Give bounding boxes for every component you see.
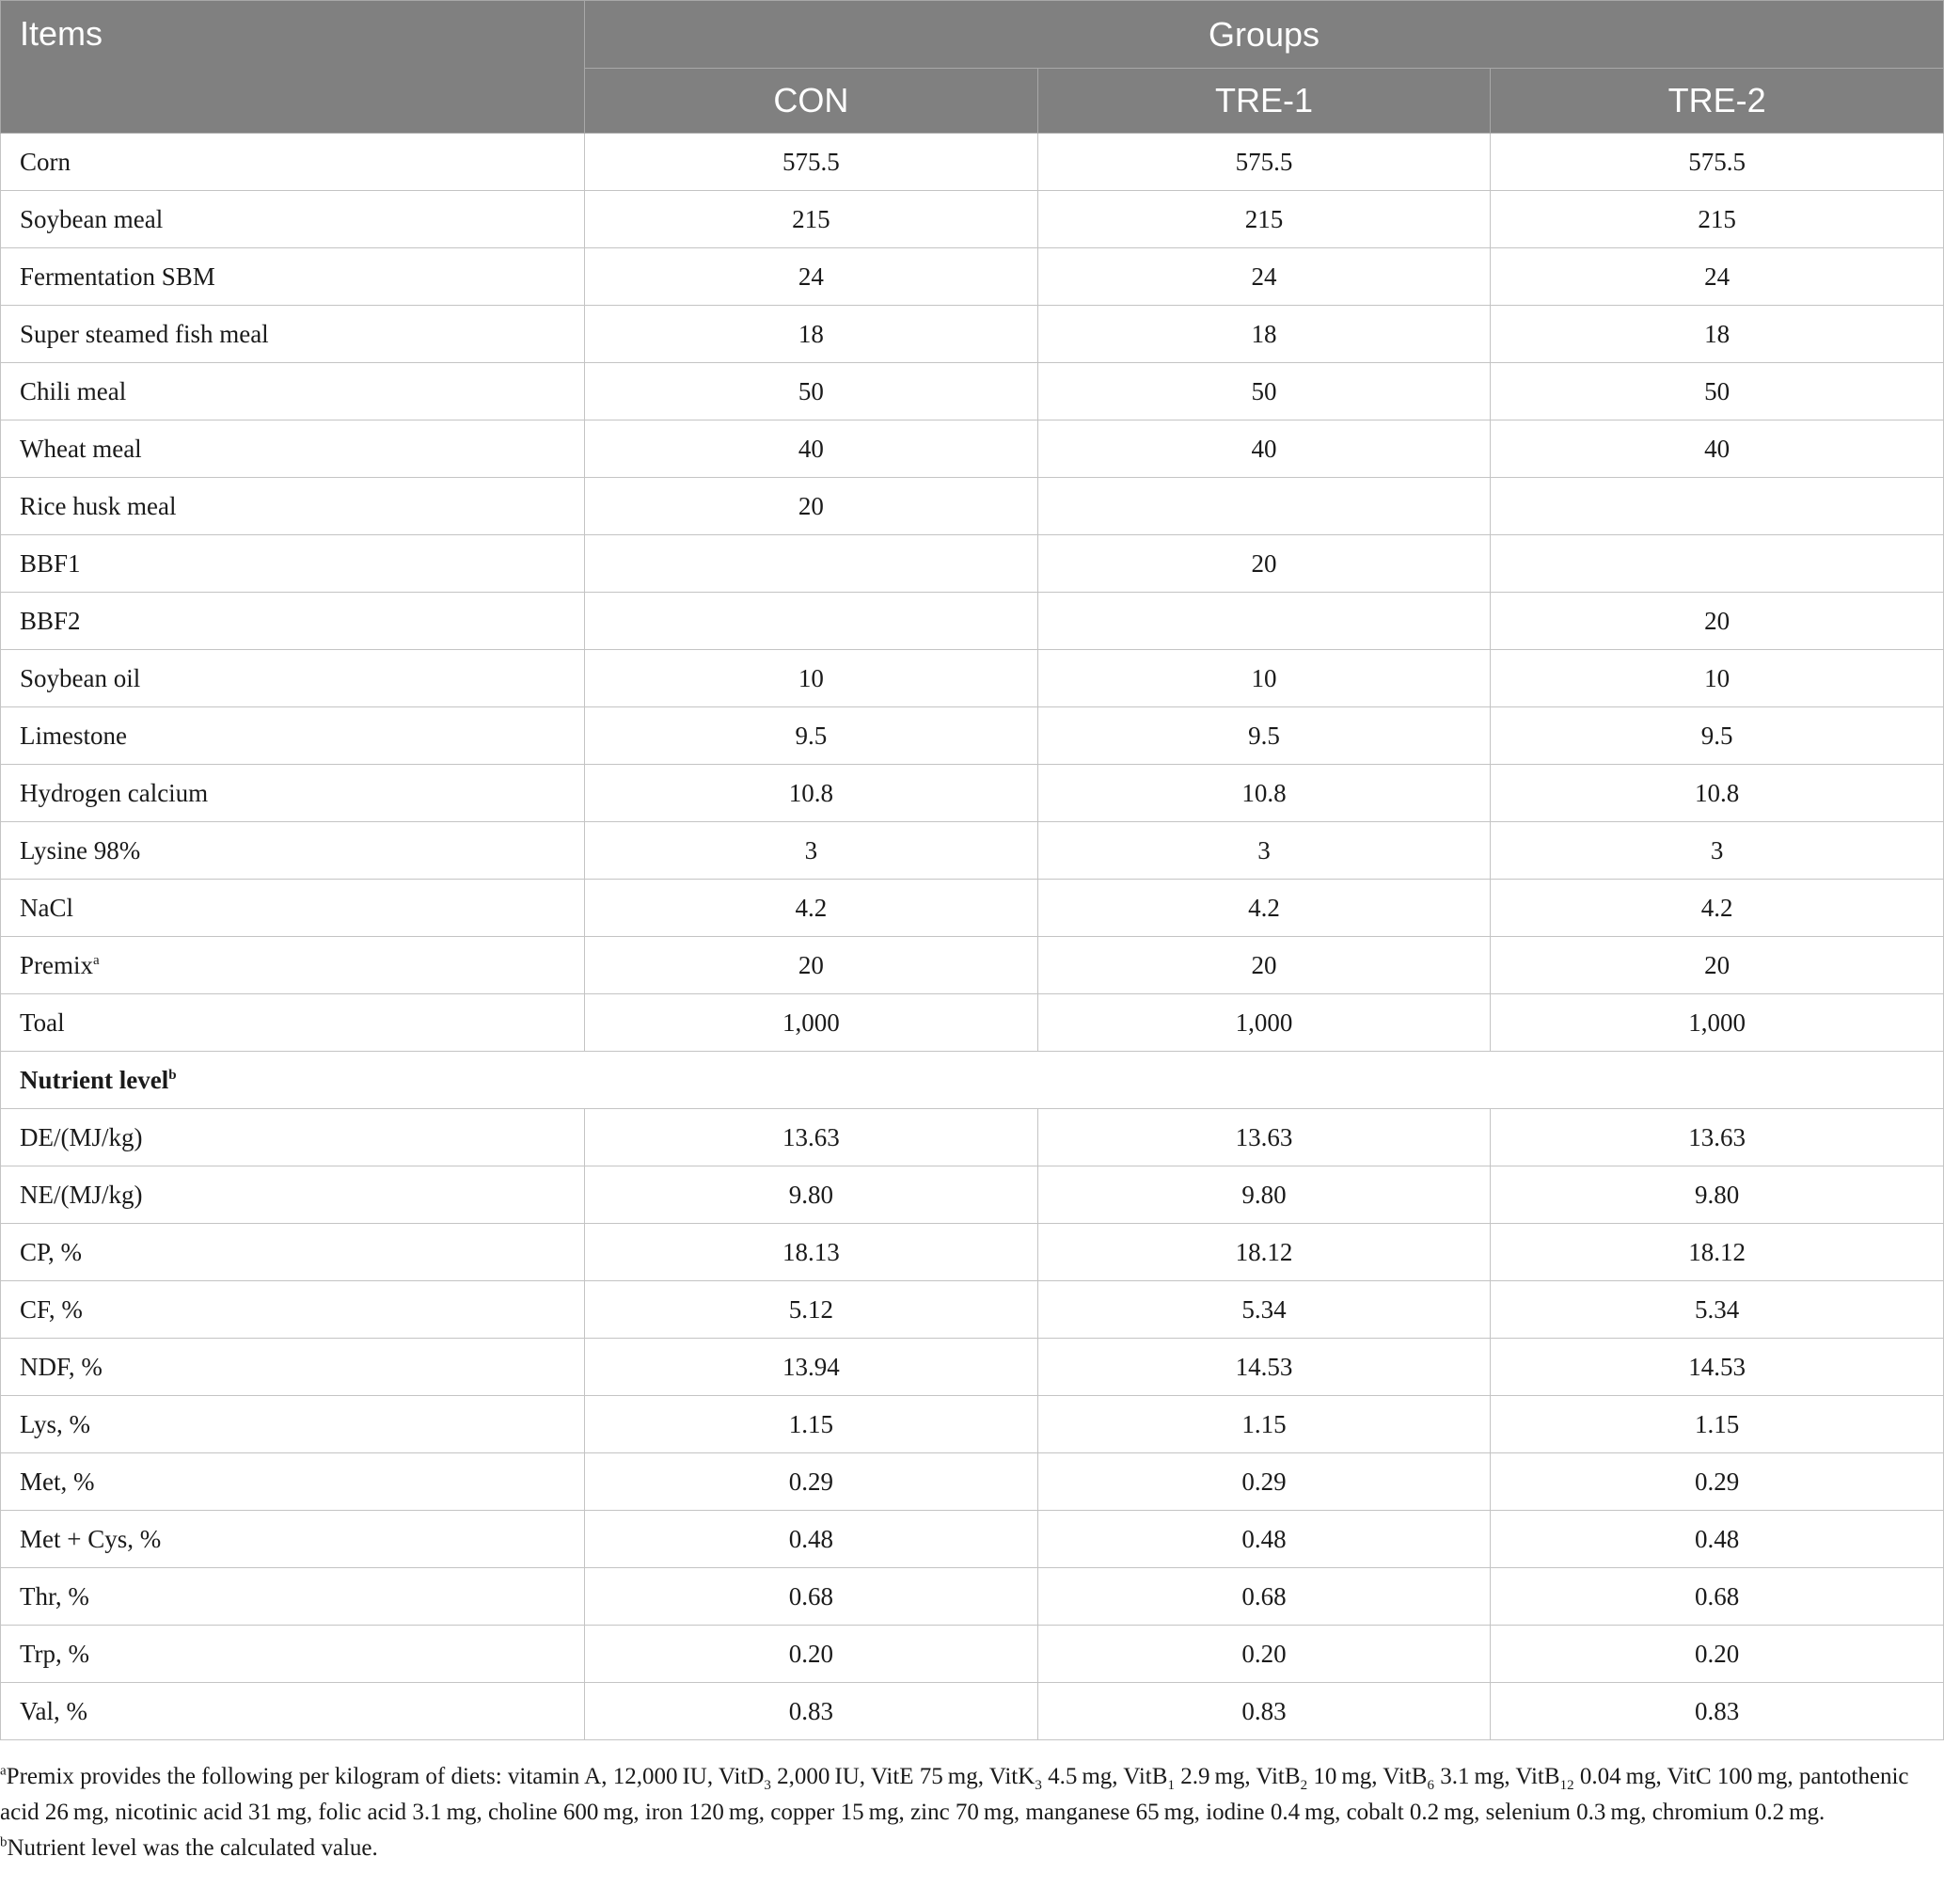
cell-con: 575.5 (585, 134, 1038, 191)
item-text: NDF, % (20, 1352, 103, 1381)
section-label: Nutrient level (20, 1065, 169, 1094)
row-item-label (1, 191, 585, 248)
table-row (1, 363, 1944, 420)
cell-tre-1: 0.20 (1037, 1626, 1491, 1683)
cell-con: 50 (585, 363, 1038, 420)
row-item-label (1, 650, 585, 707)
cell-con: 9.5 (585, 707, 1038, 765)
row-item-label (1, 822, 585, 880)
cell-con: 20 (585, 478, 1038, 535)
group-header-con: CON (585, 69, 1038, 134)
item-text: Fermentation SBM (20, 262, 215, 291)
cell-tre-2: 24 (1491, 248, 1944, 306)
cell-tre-1: 20 (1037, 937, 1491, 994)
cell-tre-2: 20 (1491, 593, 1944, 650)
row-item-label (1, 707, 585, 765)
table-row (1, 937, 1944, 994)
nutrient-level-heading (1, 1052, 1944, 1109)
cell-tre-2: 1.15 (1491, 1396, 1944, 1453)
cell-tre-1: 575.5 (1037, 134, 1491, 191)
row-item-label (1, 1339, 585, 1396)
item-text: DE/(MJ/kg) (20, 1122, 143, 1151)
footnote-text: 2.9 mg, VitB (1174, 1764, 1301, 1789)
row-item-label (1, 994, 585, 1052)
cell-tre-2: 0.29 (1491, 1453, 1944, 1511)
cell-tre-1: 10.8 (1037, 765, 1491, 822)
cell-con: 0.20 (585, 1626, 1038, 1683)
row-item-label (1, 1683, 585, 1740)
row-item-label (1, 1511, 585, 1568)
cell-tre-1: 40 (1037, 420, 1491, 478)
header-row-top (1, 1, 1944, 69)
item-text: Met + Cys, % (20, 1524, 162, 1553)
item-text: Hydrogen calcium (20, 778, 209, 807)
table-footnotes (0, 1759, 1919, 1866)
footnote-text: 0.04 mg, VitC 100 mg, pantothenic acid 26 mg, nicotinic acid 31 mg, folic acid 3.1 mg, choline 600 mg, iron 120 mg, copper 15 mg, zinc 70 mg, manganese 65 mg, iodine 0.4 mg, cobalt 0.2 mg, selenium 0.3 mg, chromium 0.2 mg. (0, 1764, 1909, 1825)
table-row (1, 420, 1944, 478)
cell-tre-2: 10.8 (1491, 765, 1944, 822)
footnote-b (0, 1831, 1919, 1866)
table-row (1, 1568, 1944, 1626)
table-row (1, 134, 1944, 191)
item-text: Limestone (20, 721, 127, 750)
cell-tre-1: 13.63 (1037, 1109, 1491, 1166)
item-text: Lys, % (20, 1409, 91, 1438)
row-item-label (1, 535, 585, 593)
row-item-label (1, 363, 585, 420)
footnote-text: 3.1 mg, VitB (1433, 1764, 1560, 1789)
row-item-label (1, 306, 585, 363)
row-item-label (1, 420, 585, 478)
table-row (1, 1166, 1944, 1224)
cell-con: 24 (585, 248, 1038, 306)
cell-tre-1: 0.29 (1037, 1453, 1491, 1511)
cell-tre-2 (1491, 478, 1944, 535)
table-row (1, 593, 1944, 650)
item-text: Val, % (20, 1696, 87, 1725)
row-item-label (1, 1453, 585, 1511)
footnote-marker: a (0, 1763, 7, 1779)
table-row (1, 1683, 1944, 1740)
cell-con: 20 (585, 937, 1038, 994)
item-text: CP, % (20, 1237, 83, 1266)
row-item-label (1, 1166, 585, 1224)
subscript: 2 (1300, 1778, 1308, 1793)
cell-tre-2: 0.68 (1491, 1568, 1944, 1626)
table-row (1, 994, 1944, 1052)
item-text: Toal (20, 1008, 65, 1037)
cell-tre-2: 18.12 (1491, 1224, 1944, 1281)
cell-tre-1 (1037, 478, 1491, 535)
footnote-marker: b (168, 1067, 177, 1083)
table-row (1, 1281, 1944, 1339)
cell-con: 9.80 (585, 1166, 1038, 1224)
cell-con: 0.83 (585, 1683, 1038, 1740)
cell-con: 4.2 (585, 880, 1038, 937)
cell-tre-1: 0.68 (1037, 1568, 1491, 1626)
cell-con: 13.63 (585, 1109, 1038, 1166)
cell-con: 1.15 (585, 1396, 1038, 1453)
cell-con (585, 593, 1038, 650)
cell-tre-1: 24 (1037, 248, 1491, 306)
item-text: Corn (20, 147, 71, 176)
cell-tre-2: 9.80 (1491, 1166, 1944, 1224)
subscript: 6 (1427, 1778, 1434, 1793)
cell-tre-2: 215 (1491, 191, 1944, 248)
item-text: BBF1 (20, 548, 81, 578)
row-item-label (1, 1281, 585, 1339)
item-text: Rice husk meal (20, 491, 177, 520)
row-item-label (1, 1224, 585, 1281)
cell-tre-2: 18 (1491, 306, 1944, 363)
cell-tre-1: 14.53 (1037, 1339, 1491, 1396)
item-text: Soybean oil (20, 663, 141, 692)
cell-con: 0.48 (585, 1511, 1038, 1568)
nutrient-level-section-row (1, 1052, 1944, 1109)
cell-tre-2: 40 (1491, 420, 1944, 478)
table-body (1, 134, 1944, 1740)
cell-tre-1: 4.2 (1037, 880, 1491, 937)
item-text: BBF2 (20, 606, 81, 635)
row-item-label (1, 937, 585, 994)
groups-column-header: Groups (585, 1, 1944, 69)
item-text: CF, % (20, 1294, 83, 1324)
cell-tre-2: 4.2 (1491, 880, 1944, 937)
cell-con: 10.8 (585, 765, 1038, 822)
cell-con: 0.29 (585, 1453, 1038, 1511)
row-item-label (1, 593, 585, 650)
item-text: Wheat meal (20, 434, 142, 463)
item-text: Super steamed fish meal (20, 319, 269, 348)
cell-tre-2 (1491, 535, 1944, 593)
item-text: Met, % (20, 1467, 95, 1496)
table-row (1, 248, 1944, 306)
table-row (1, 1511, 1944, 1568)
footnote-a (0, 1759, 1919, 1831)
table-row (1, 765, 1944, 822)
row-item-label (1, 880, 585, 937)
cell-con: 3 (585, 822, 1038, 880)
row-item-label (1, 1568, 585, 1626)
cell-tre-2: 575.5 (1491, 134, 1944, 191)
subscript: 3 (1035, 1778, 1042, 1793)
cell-tre-2: 20 (1491, 937, 1944, 994)
cell-tre-1: 9.80 (1037, 1166, 1491, 1224)
table-row (1, 707, 1944, 765)
item-text: Soybean meal (20, 204, 164, 233)
row-item-label (1, 248, 585, 306)
cell-tre-1: 9.5 (1037, 707, 1491, 765)
table-row (1, 1453, 1944, 1511)
table-row (1, 880, 1944, 937)
items-column-header: Items (1, 1, 585, 134)
table-row (1, 1626, 1944, 1683)
footnote-marker: a (93, 952, 100, 968)
row-item-label (1, 1109, 585, 1166)
row-item-label (1, 1626, 585, 1683)
group-header-tre-2: TRE-2 (1491, 69, 1944, 134)
item-text: Chili meal (20, 376, 127, 405)
subscript: 3 (764, 1778, 771, 1793)
cell-tre-2: 1,000 (1491, 994, 1944, 1052)
subscript: 12 (1559, 1778, 1574, 1793)
cell-con: 18 (585, 306, 1038, 363)
group-header-tre-1: TRE-1 (1037, 69, 1491, 134)
row-item-label (1, 478, 585, 535)
cell-tre-1: 1,000 (1037, 994, 1491, 1052)
cell-con (585, 535, 1038, 593)
item-text: Premix (20, 950, 93, 979)
cell-tre-1: 20 (1037, 535, 1491, 593)
cell-con: 1,000 (585, 994, 1038, 1052)
cell-tre-2: 0.48 (1491, 1511, 1944, 1568)
cell-tre-1 (1037, 593, 1491, 650)
subscript: 1 (1167, 1778, 1175, 1793)
table-header (1, 1, 1944, 134)
row-item-label (1, 1396, 585, 1453)
footnote-text: 4.5 mg, VitB (1041, 1764, 1168, 1789)
table-row (1, 1339, 1944, 1396)
cell-tre-2: 50 (1491, 363, 1944, 420)
cell-tre-2: 13.63 (1491, 1109, 1944, 1166)
table-row (1, 1396, 1944, 1453)
table-row (1, 306, 1944, 363)
cell-tre-2: 5.34 (1491, 1281, 1944, 1339)
cell-tre-2: 9.5 (1491, 707, 1944, 765)
cell-tre-2: 14.53 (1491, 1339, 1944, 1396)
cell-con: 5.12 (585, 1281, 1038, 1339)
item-text: NaCl (20, 893, 73, 922)
table-row (1, 478, 1944, 535)
footnote-text: 10 mg, VitB (1307, 1764, 1428, 1789)
row-item-label (1, 765, 585, 822)
footnote-text: 2,000 IU, VitE 75 mg, VitK (770, 1764, 1035, 1789)
table-row (1, 650, 1944, 707)
table-row (1, 1224, 1944, 1281)
cell-tre-1: 0.83 (1037, 1683, 1491, 1740)
footnote-text: Premix provides the following per kilogram of diets: vitamin A, 12,000 IU, VitD (6, 1764, 765, 1789)
cell-con: 18.13 (585, 1224, 1038, 1281)
item-text: Trp, % (20, 1639, 90, 1668)
row-item-label (1, 134, 585, 191)
footnote-text: Nutrient level was the calculated value. (7, 1835, 378, 1861)
cell-con: 215 (585, 191, 1038, 248)
cell-tre-1: 215 (1037, 191, 1491, 248)
cell-tre-2: 3 (1491, 822, 1944, 880)
table-row (1, 191, 1944, 248)
cell-tre-1: 5.34 (1037, 1281, 1491, 1339)
cell-tre-2: 0.20 (1491, 1626, 1944, 1683)
item-text: NE/(MJ/kg) (20, 1180, 143, 1209)
cell-tre-1: 50 (1037, 363, 1491, 420)
table-row (1, 822, 1944, 880)
cell-tre-2: 0.83 (1491, 1683, 1944, 1740)
table-row (1, 535, 1944, 593)
cell-con: 0.68 (585, 1568, 1038, 1626)
cell-tre-1: 10 (1037, 650, 1491, 707)
cell-tre-2: 10 (1491, 650, 1944, 707)
cell-tre-1: 1.15 (1037, 1396, 1491, 1453)
cell-con: 13.94 (585, 1339, 1038, 1396)
cell-con: 10 (585, 650, 1038, 707)
table-row (1, 1109, 1944, 1166)
cell-tre-1: 3 (1037, 822, 1491, 880)
cell-con: 40 (585, 420, 1038, 478)
cell-tre-1: 18.12 (1037, 1224, 1491, 1281)
item-text: Lysine 98% (20, 835, 141, 865)
item-text: Thr, % (20, 1581, 89, 1610)
cell-tre-1: 0.48 (1037, 1511, 1491, 1568)
footnote-marker: b (0, 1834, 8, 1850)
cell-tre-1: 18 (1037, 306, 1491, 363)
